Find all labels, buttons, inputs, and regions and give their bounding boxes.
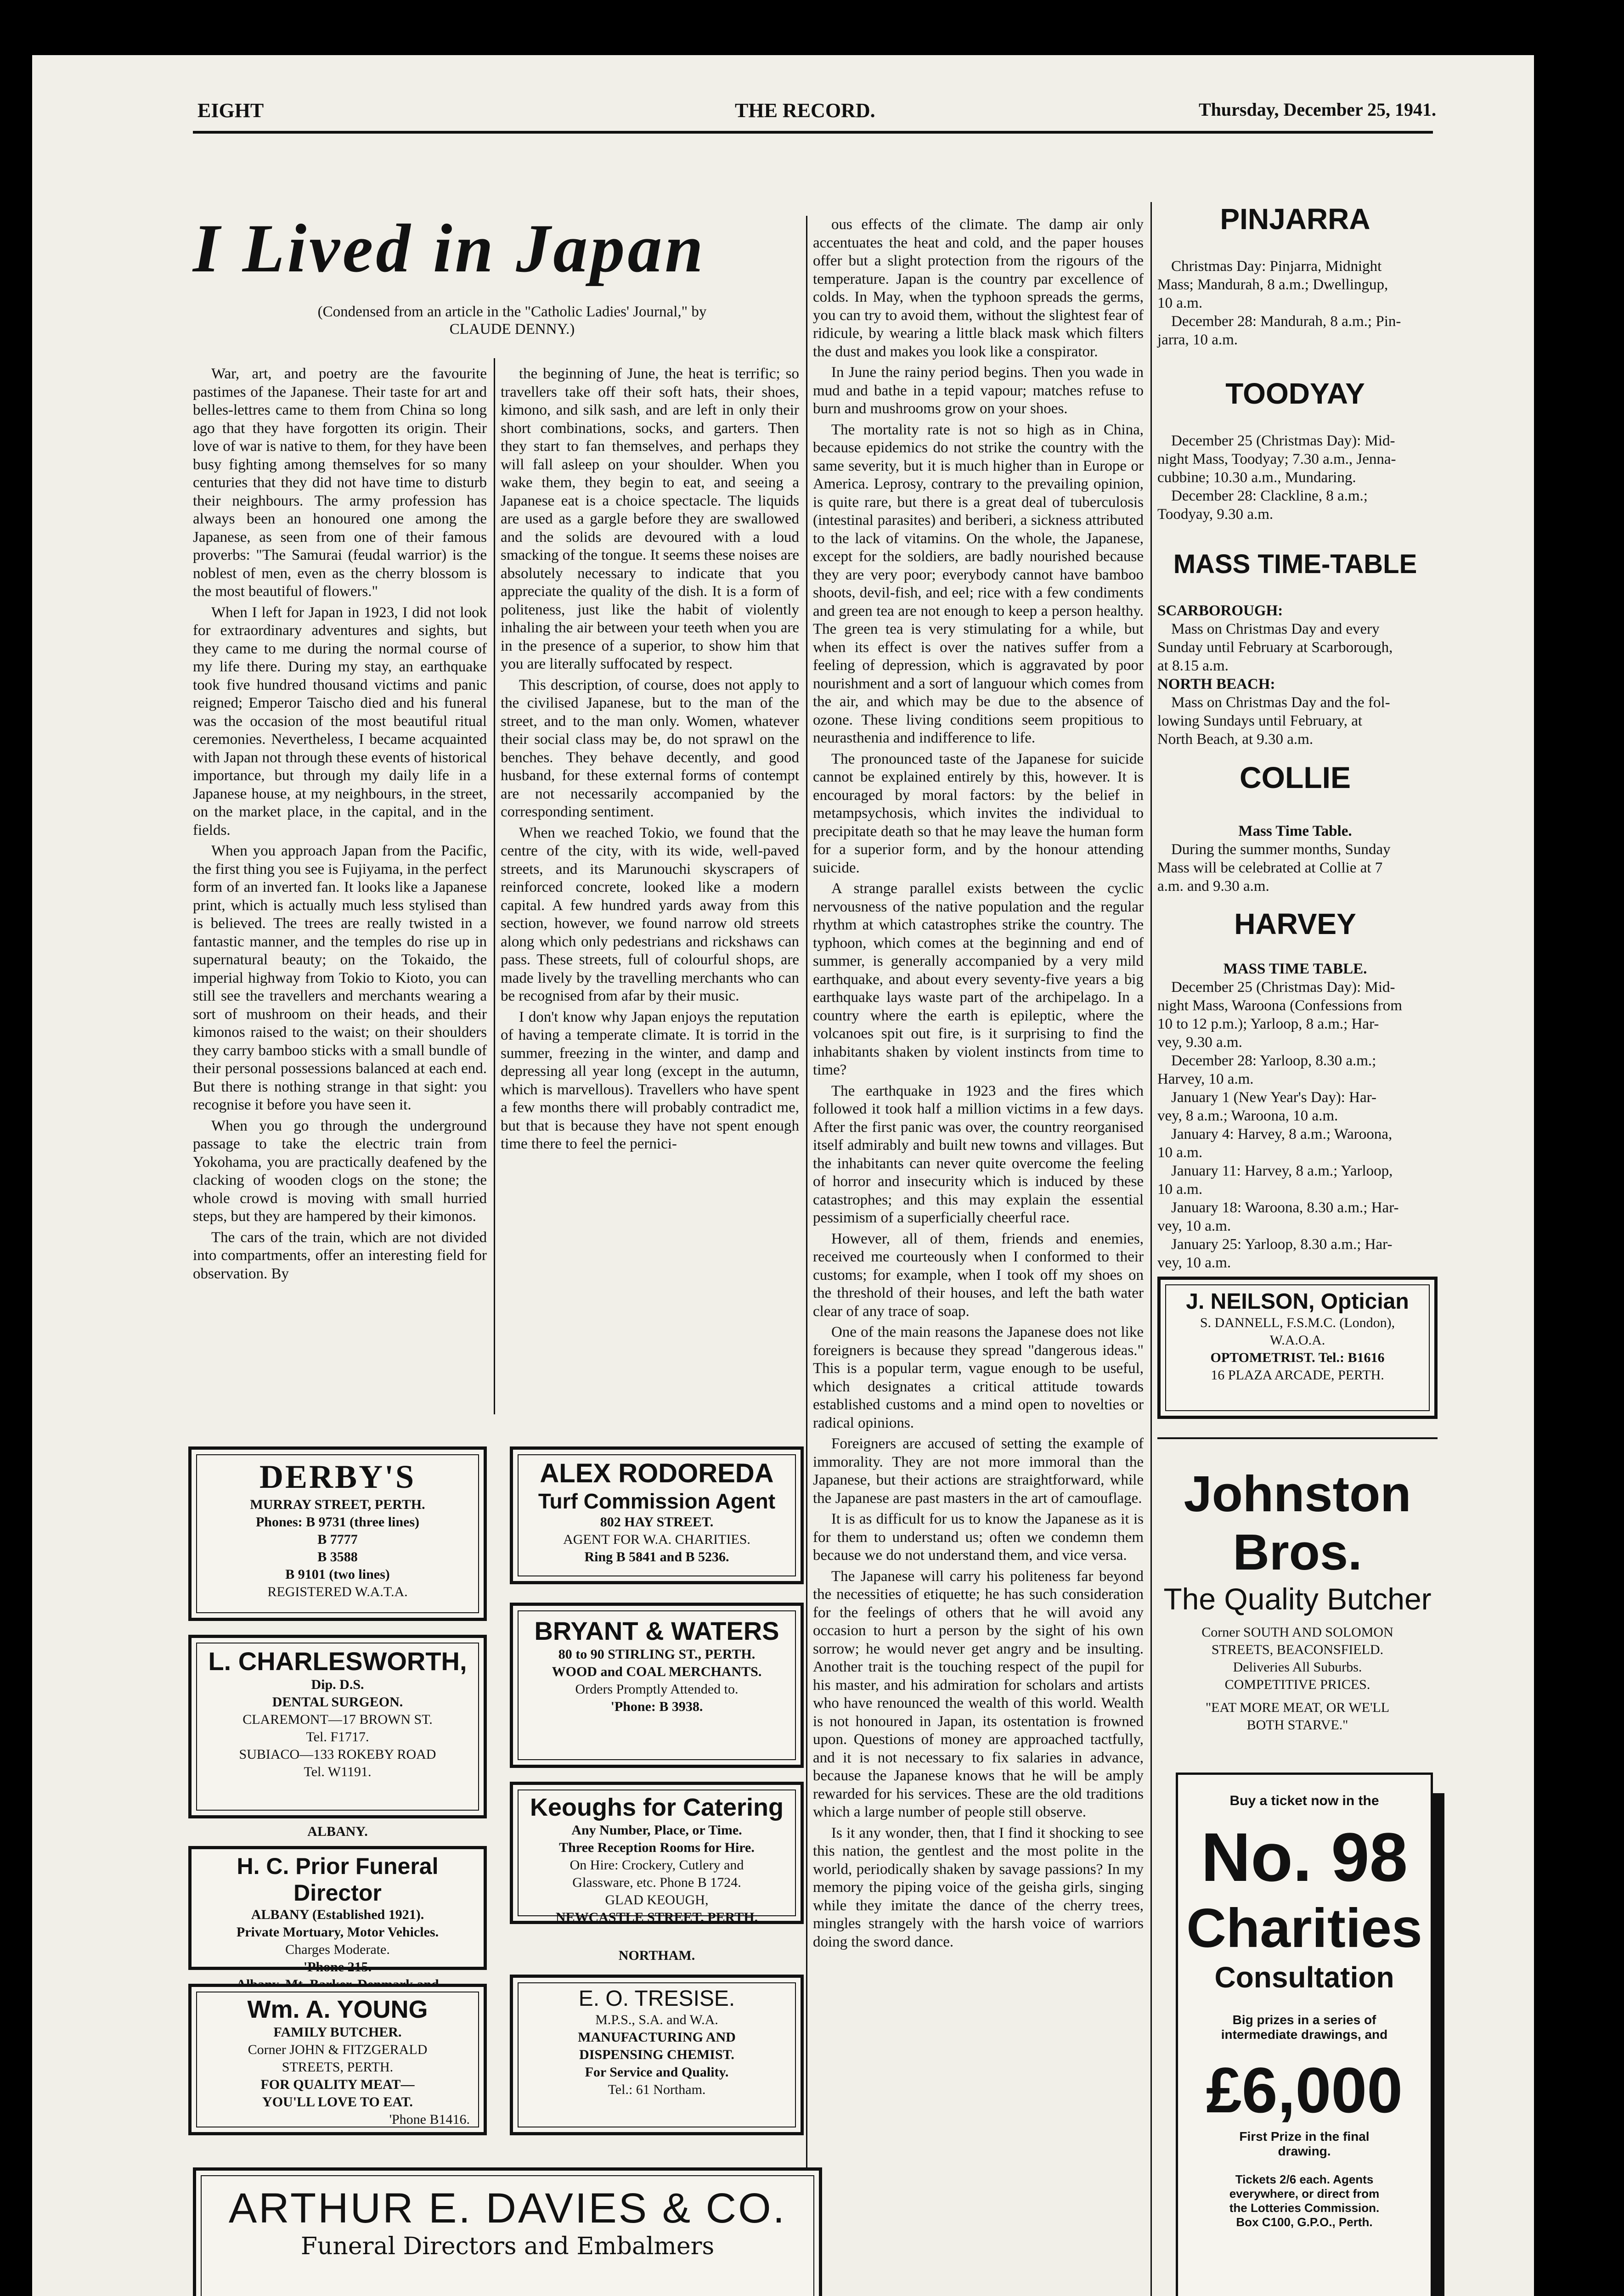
article-column-3 xyxy=(813,216,1144,2296)
ad-text: Private Mortuary, Motor Vehicles. xyxy=(236,1925,439,1940)
ad-text: B 3588 xyxy=(317,1549,358,1564)
page-number: EIGHT xyxy=(197,99,264,122)
mass-line: January 18: Waroona, 8.30 a.m.; Har- xyxy=(1171,1199,1399,1216)
mass-line: jarra, 10 a.m. xyxy=(1157,332,1238,348)
mass-subheading: MASS TIME TABLE. xyxy=(1223,961,1367,977)
mass-line: Christmas Day: Pinjarra, Midnight xyxy=(1171,258,1382,275)
ad-text: On Hire: Crockery, Cutlery and xyxy=(570,1857,744,1873)
mass-line: Mass on Christmas Day and the fol- xyxy=(1171,694,1390,711)
ad-text: Three Reception Rooms for Hire. xyxy=(559,1840,755,1855)
ad-text: Corner SOUTH AND SOLOMON xyxy=(1201,1625,1393,1640)
byline-line-1: (Condensed from an article in the "Catholic Ladies' Journal," by xyxy=(317,304,707,320)
ad-charities-prize: £6,000 xyxy=(1206,2054,1403,2126)
article-paragraph: Is it any wonder, then, that I find it shocking to see this nation, the gentlest and the most polite in the world, periodically shaken by savage passions? In my memory the piping voice of the geisha girls, singing while they imitate the dance of the cherry trees, mingles strangely with the harsh voice of warriors doing the sword dance. xyxy=(813,1824,1144,1950)
header-rule xyxy=(193,131,1433,134)
ad-text: OPTOMETRIST. Tel.: B1616 xyxy=(1210,1350,1385,1365)
mass-line: a.m. and 9.30 a.m. xyxy=(1157,878,1269,895)
ad-text: 'Phone 215. xyxy=(303,1959,372,1975)
ad-davies-name: ARTHUR E. DAVIES & CO. xyxy=(228,2185,787,2232)
article-paragraph: I don't know why Japan enjoys the reputation of having a temperate climate. It is torrid in the summer, freezing in the winter, and damp and depressing all year long (except in the autumn, which is marvellous). Travellers who have spent a few months there will probably contradict me, but that is because they have not spent enough time there to feel the pernici- xyxy=(501,1008,799,1152)
mass-line: December 25 (Christmas Day): Mid- xyxy=(1171,979,1395,996)
heading-harvey: HARVEY xyxy=(1234,907,1356,940)
article-paragraph: A strange parallel exists between the cyclic nervousness of the native population and the regular rhythm at which catastrophes strike the country. The typhoon, which comes at the beginning and end of summer, is generally accompanied by a very mild earthquake, and about every seventy-five years a big earthquake lays waste part of the archipelago. In a country where the earth is epileptic, where the volcanoes spit out fire, is it surprising to find the inhabitants shaken by violent instincts from time to time? xyxy=(813,880,1144,1078)
ad-text: 16 PLAZA ARCADE, PERTH. xyxy=(1211,1367,1384,1383)
mass-line: North Beach, at 9.30 a.m. xyxy=(1157,731,1314,748)
ad-derbys xyxy=(188,1446,487,1621)
ad-charities-title: Charities xyxy=(1186,1897,1422,1959)
ad-shadow xyxy=(1431,1793,1444,2296)
article-paragraph: The mortality rate is not so high as in China, because epidemics do not strike the country with the same severity, but it is much higher than in Europe or America. Leprosy, contrary to the prevailing opinion, is quite rare, but there is a great deal of tuberculosis (intestinal parasites) and beriberi, a sickness attributed to the lack of vitamins. On the whole, the Japanese, except for the soldiers, are badly nourished because they are very poor; everybody cannot have bamboo shoots, devil-fish, and eel; rice with a few condiments and green tea are not enough to keep a person healthy. The green tea is very stimulating for a while, but when its effect is over the natives suffer from a feeling of depression, which is aggravated by poor nourishment and a sort of languour which comes from the air, and which may be due to the absence of ozone. These living conditions seem propitious to neurasthenia and indifference to life. xyxy=(813,421,1144,746)
ad-prior-name: H. C. Prior Funeral Director xyxy=(237,1853,439,1906)
mass-line: January 4: Harvey, 8 a.m.; Waroona, xyxy=(1171,1126,1393,1142)
ad-text: STREETS, PERTH. xyxy=(282,2060,394,2075)
toodyay-times xyxy=(1157,432,1433,523)
mass-line: 10 a.m. xyxy=(1157,1144,1203,1161)
ad-text: AGENT FOR W.A. CHARITIES. xyxy=(563,1532,750,1547)
ad-text: 'Phone B1416. xyxy=(389,2112,470,2127)
ad-text: FAMILY BUTCHER. xyxy=(273,2025,402,2040)
mass-line: vey, 10 a.m. xyxy=(1157,1255,1231,1271)
ad-text: Buy a ticket now in the xyxy=(1229,1793,1379,1808)
mass-line: 10 to 12 p.m.); Yarloop, 8 a.m.; Har- xyxy=(1157,1016,1379,1032)
article-column-1 xyxy=(193,365,487,1412)
issue-date: Thursday, December 25, 1941. xyxy=(1199,99,1437,120)
ad-text: Ring B 5841 and B 5236. xyxy=(584,1549,729,1564)
article-paragraph: One of the main reasons the Japanese does not like foreigners is because they spread "dangerous ideas." This is a popular term, vague enough to be useful, which designates a critical attitude towards established customs and a mind open to novelties or radical opinions. xyxy=(813,1324,1144,1431)
article-paragraph: War, art, and poetry are the favourite pastimes of the Japanese. Their taste for art and belles-lettres came to them from China so long ago that they have forgotten its origin. Their love of war is native to them, for they have been busy fighting among themselves for so many centuries that they did not have time to disturb their neighbours. The army profession has always been an honoured one among the Japanese, as seen from one of their famous proverbs: "The Samurai (feudal warrior) is the noblest of men, even as the cherry blossom is the most beautiful of flowers." xyxy=(193,366,487,600)
mass-line: 10 a.m. xyxy=(1157,1181,1203,1198)
ad-text: Big prizes in a series of xyxy=(1232,2013,1376,2027)
ad-text: Box C100, G.P.O., Perth. xyxy=(1236,2215,1373,2229)
ad-text: FOR QUALITY MEAT— xyxy=(260,2077,415,2092)
article-title: I Lived in Japan xyxy=(193,210,706,287)
mass-line: 10 a.m. xyxy=(1157,295,1203,311)
ad-text: intermediate drawings, and xyxy=(1221,2027,1388,2042)
ad-text: SUBIACO—133 ROKEBY ROAD xyxy=(239,1747,436,1762)
mass-line: December 28: Yarloop, 8.30 a.m.; xyxy=(1171,1052,1376,1069)
heading-pinjarra: PINJARRA xyxy=(1220,203,1370,236)
ad-tresise-name: E. O. TRESISE. xyxy=(578,1986,735,2011)
ad-bryant-waters xyxy=(510,1603,804,1768)
article-paragraph: In June the rainy period begins. Then you wade in mud and bathe in a tepid vapour; matches refuse to burn and mushrooms grow on your shoes. xyxy=(813,364,1144,417)
heading-collie: COLLIE xyxy=(1240,760,1351,794)
ad-young-butcher xyxy=(188,1984,487,2135)
ad-text: S. DANNELL, F.S.M.C. (London), xyxy=(1200,1315,1395,1330)
ad-text: DENTAL SURGEON. xyxy=(272,1694,403,1710)
ad-tresise xyxy=(510,1975,804,2135)
ad-text: Glassware, etc. Phone B 1724. xyxy=(572,1875,741,1890)
ad-text: B 7777 xyxy=(317,1532,358,1547)
ad-charities-number: No. 98 xyxy=(1201,1818,1408,1896)
ad-text: MANUFACTURING AND xyxy=(578,2030,736,2045)
heading-toodyay: TOODYAY xyxy=(1225,377,1365,410)
ad-text: WOOD and COAL MERCHANTS. xyxy=(552,1664,762,1679)
mass-subheading: Mass Time Table. xyxy=(1238,823,1352,839)
article-paragraph: The Japanese will carry his politeness far beyond the necessities of etiquette; he has such consideration for the feelings of others that he will avoid any occasion to hurt a person by the sight of his own sorrow; he would never get angry and be insulting. Another trait is the touching respect of the pupil for his master, and his admiration for scholars and artists who have renounced the wealth of this world. Wealth is not honoured in Japan, its ostentation is frowned upon. Questions of money are approached tactfully, and it is not necessary to fix salaries in advance, because the Japanese knows that he will be amply rewarded for his services. These are the old traditions which a large number of people still observe. xyxy=(813,1568,1144,1820)
ad-text: DISPENSING CHEMIST. xyxy=(579,2047,734,2062)
pinjarra-times xyxy=(1157,257,1433,349)
article-paragraph: ous effects of the climate. The damp air only accentuates the heat and cold, and the paper houses offer but a slight protection from the rigours of the temperature. Japan is the country par excellence of colds. In May, when the typhoon spreads the germs, you can try to avoid them, without the slightest fear of ridicule, by wearing a little black mask which filters the dust and makes you look like a conspirator. xyxy=(813,216,1144,360)
mass-line: cubbine; 10.30 a.m., Mundaring. xyxy=(1157,469,1356,486)
article-column-2 xyxy=(501,365,799,1412)
ad-text: Dip. D.S. xyxy=(311,1677,364,1692)
ad-johnston-name: Johnston Bros. xyxy=(1184,1466,1411,1581)
mass-line: January 11: Harvey, 8 a.m.; Yarloop, xyxy=(1171,1163,1393,1179)
ad-charlesworth xyxy=(188,1635,487,1818)
ad-charities-subtitle: Consultation xyxy=(1214,1961,1394,1994)
ad-text: BOTH STARVE." xyxy=(1246,1717,1348,1733)
ad-text: Phones: B 9731 (three lines) xyxy=(255,1514,420,1530)
ad-text: 80 to 90 STIRLING ST., PERTH. xyxy=(558,1647,756,1662)
ad-text: Tickets 2/6 each. Agents xyxy=(1235,2172,1374,2186)
ad-text: drawing. xyxy=(1278,2144,1331,2158)
ad-rodoreda-name: ALEX RODOREDA xyxy=(540,1458,774,1488)
mass-line: January 1 (New Year's Day): Har- xyxy=(1171,1089,1376,1106)
article-paragraph: This description, of course, does not apply to the civilised Japanese, but to the man of the street, and to the man only. Women, whatever their social class may be, do not sprawl on the benches. They behave decently, and good husband, for these external forms of contempt are not necessarily accompanied by the corresponding sentiment. xyxy=(501,676,799,820)
mass-line: December 28: Mandurah, 8 a.m.; Pin- xyxy=(1171,313,1401,330)
mass-line: Mass; Mandurah, 8 a.m.; Dwellingup, xyxy=(1157,276,1388,293)
ad-arthur-davies xyxy=(193,2167,822,2296)
ad-text: Orders Promptly Attended to. xyxy=(575,1682,739,1697)
ad-text: First Prize in the final xyxy=(1239,2129,1370,2144)
column-rule xyxy=(1150,202,1152,2296)
ad-text: Corner JOHN & FITZGERALD xyxy=(248,2042,428,2057)
ad-text: 'Phone: B 3938. xyxy=(610,1699,703,1714)
ad-text: ALBANY (Established 1921). xyxy=(251,1907,424,1922)
mass-line: vey, 10 a.m. xyxy=(1157,1218,1231,1234)
mass-line: at 8.15 a.m. xyxy=(1157,658,1229,674)
ad-text: Any Number, Place, or Time. xyxy=(571,1823,742,1838)
column-rule xyxy=(494,358,495,1414)
section-label-albany: ALBANY. xyxy=(307,1824,368,1839)
mass-line: vey, 8 a.m.; Waroona, 10 a.m. xyxy=(1157,1108,1338,1124)
ad-keoughs-name: Keoughs for Catering xyxy=(530,1794,784,1821)
ad-text: STREETS, BEACONSFIELD. xyxy=(1211,1642,1384,1657)
ad-text: COMPETITIVE PRICES. xyxy=(1224,1677,1370,1692)
article-paragraph: When you approach Japan from the Pacific, the first thing you see is Fujiyama, in the perfect form of an inverted fan. It looks like a Japanese print, which is actually much less stylised than is believed. The trees are really twisted in a fantastic manner, and the temples do rise up in supernatural beauty; on the Tokaido, the imperial highway from Tokio to Kioto, you can still see the travellers and merchants wearing a sort of mushroom on their heads, and their kimonos raised to the waist; on their shoulders they carry bamboo sticks with a small bundle of their personal possessions balanced at each end. But there is nothing strange in that sight: you recognise it before you have seen it. xyxy=(193,843,487,1113)
mass-line: vey, 9.30 a.m. xyxy=(1157,1034,1242,1051)
divider xyxy=(1157,1437,1438,1439)
article-paragraph: The pronounced taste of the Japanese for suicide cannot be explained entirely by this, however. It is encouraged by moral factors: by the belief in metampsychosis, which invites the individual to precipitate death so that he may leave the human form for a superior form, and by the honour attending suicide. xyxy=(813,750,1144,876)
ad-charlesworth-name: L. CHARLESWORTH, xyxy=(208,1647,467,1676)
mass-subheading: NORTH BEACH: xyxy=(1157,676,1275,692)
ad-charities-consultation xyxy=(1176,1773,1433,2296)
ad-davies-subtitle: Funeral Directors and Embalmers xyxy=(300,2233,715,2260)
ad-neilson-name: J. NEILSON, Optician xyxy=(1186,1289,1409,1314)
mass-subheading: SCARBOROUGH: xyxy=(1157,602,1283,619)
ad-text: Tel. F1717. xyxy=(306,1729,369,1745)
ad-text: Charges Moderate. xyxy=(285,1942,390,1957)
ad-text: W.A.O.A. xyxy=(1269,1333,1325,1348)
column-rule xyxy=(806,216,807,2296)
ad-text: YOU'LL LOVE TO EAT. xyxy=(262,2094,413,2110)
mass-line: Harvey, 10 a.m. xyxy=(1157,1071,1254,1087)
article-paragraph: the beginning of June, the heat is terrific; so travellers take off their soft hats, their shoes, kimono, and silk sash, and are left in only their short combinations, socks, and garters. Then they start to fan themselves, and perhaps they will fall asleep on your shoulder. When you wake them, they begin to eat, and seeing a Japanese eat is a choice spectacle. The liquids are used as a gargle before they are swallowed and the solids are devoured with a loud smacking of the tongue. It seems these noises are absolutely necessary to indicate that you appreciate the quality of the dish. It is a form of politeness, just like the habit of violently inhaling the air between your teeth when you are in the presence of a superior, to show him that you are literally suffocated by respect. xyxy=(501,366,799,672)
article-byline xyxy=(248,303,776,338)
mass-line: lowing Sundays until February, at xyxy=(1157,713,1363,729)
ad-text: everywhere, or direct from xyxy=(1229,2187,1380,2200)
harvey-times xyxy=(1157,960,1433,1272)
ad-prior-funeral xyxy=(188,1846,487,1975)
ad-keoughs xyxy=(510,1782,804,1924)
ad-text: Tel.: 61 Northam. xyxy=(608,2082,706,2097)
article-paragraph: The cars of the train, which are not divided into compartments, offer an interesting field for observation. By xyxy=(193,1229,487,1282)
article-paragraph: Foreigners are accused of setting the example of immorality. They are not more immoral than the Japanese, but their actions are straightforward, while the Japanese are past masters in the art of camouflage. xyxy=(813,1435,1144,1507)
mass-line: Toodyay, 9.30 a.m. xyxy=(1157,506,1274,523)
mass-line: Mass on Christmas Day and every xyxy=(1171,621,1380,637)
ad-text: For Service and Quality. xyxy=(585,2065,729,2080)
ad-text: 802 HAY STREET. xyxy=(600,1514,714,1530)
byline-author: CLAUDE DENNY.) xyxy=(449,321,575,338)
ad-text: the Lotteries Commission. xyxy=(1229,2201,1380,2215)
mass-line: night Mass, Waroona (Confessions from xyxy=(1157,997,1402,1014)
ad-text: Deliveries All Suburbs. xyxy=(1233,1660,1362,1675)
ad-rodoreda xyxy=(510,1446,804,1584)
article-paragraph: When you go through the underground passage to take the electric train from Yokohama, you are practically deafened by the clacking of wooden clogs on the stone; the whole crowd is moving with small hurried steps, but they are hampered by their kimonos. xyxy=(193,1117,487,1225)
section-label-northam: NORTHAM. xyxy=(618,1948,695,1963)
ad-text: MURRAY STREET, PERTH. xyxy=(250,1497,425,1512)
ad-derbys-name: DERBY'S xyxy=(259,1458,416,1495)
ad-johnston-tagline: The Quality Butcher xyxy=(1163,1582,1432,1616)
ad-bryant-name: BRYANT & WATERS xyxy=(534,1616,779,1645)
mass-line: Sunday until February at Scarborough, xyxy=(1157,639,1393,656)
mass-line: Mass will be celebrated at Collie at 7 xyxy=(1157,860,1383,876)
ad-text: GLAD KEOUGH, xyxy=(605,1892,709,1908)
mass-line: During the summer months, Sunday xyxy=(1171,841,1391,858)
article-paragraph: When we reached Tokio, we found that the centre of the city, with its wide, well-paved streets, and its Marunouchi skyscrapers of reinforced concrete, looked like a modern capital. A few hundred yards away from this section, however, we found narrow old streets along which only pedestrians and rickshaws can pass. These streets, full of colourful shops, are made lively by the travelling merchants who can be recognised from afar by their music. xyxy=(501,824,799,1004)
ad-text: B 9101 (two lines) xyxy=(285,1567,390,1582)
paper-name: THE RECORD. xyxy=(735,99,875,122)
mass-line: night Mass, Toodyay; 7.30 a.m., Jenna- xyxy=(1157,451,1396,467)
ad-text: "EAT MORE MEAT, OR WE'LL xyxy=(1205,1700,1390,1715)
mass-line: December 28: Clackline, 8 a.m.; xyxy=(1171,488,1368,504)
article-paragraph: However, all of them, friends and enemies, received me courteously when I conformed to their customs; for example, when I took off my shoes on the threshold of their houses, and left the bath water clear of any trace of soap. xyxy=(813,1230,1144,1320)
collie-times xyxy=(1157,822,1433,895)
ad-johnston-bros xyxy=(1157,1465,1438,1734)
article-paragraph: It is as difficult for us to know the Japanese as it is for them to understand us; often we condemn them because we do not understand them, and vice versa. xyxy=(813,1511,1144,1564)
ad-text: Turf Commission Agent xyxy=(538,1489,776,1513)
heading-mass-timetable: MASS TIME-TABLE xyxy=(1173,549,1417,579)
ad-text: NEWCASTLE STREET, PERTH. xyxy=(555,1910,758,1925)
ad-text: CLAREMONT—17 BROWN ST. xyxy=(242,1712,433,1727)
mass-line: December 25 (Christmas Day): Mid- xyxy=(1171,433,1395,449)
ad-young-name: Wm. A. YOUNG xyxy=(247,1996,428,2023)
ad-text: M.P.S., S.A. and W.A. xyxy=(595,2012,718,2027)
ad-text: Tel. W1191. xyxy=(304,1764,372,1779)
ad-text: REGISTERED W.A.T.A. xyxy=(267,1584,408,1599)
ad-neilson-optician xyxy=(1157,1277,1438,1419)
scarborough-times xyxy=(1157,602,1433,748)
article-paragraph: The earthquake in 1923 and the fires which followed it took half a million victims in a few days. After the first panic was over, the country reorganised itself admirably and built new towns and villages. But the inhabitants can never quite overcome the feeling of horror and insecurity which is induced by these catastrophes; and this may explain the essential pessimism of a superficially cheerful race. xyxy=(813,1082,1144,1226)
mass-line: January 25: Yarloop, 8.30 a.m.; Har- xyxy=(1171,1236,1393,1253)
article-paragraph: When I left for Japan in 1923, I did not look for extraordinary adventures and sights, but they came to me during the normal course of my life there. During my stay, an earthquake took five hundred thousand victims and panic reigned; Emperor Taischo died and his funeral was the occasion of the most beautiful ritual ceremonies. Nevertheless, I became acquainted with Japan not through these events of historical importance, but through my daily life in a Japanese house, at my neighbours, in the street, on the market place, in the capital, and in the fields. xyxy=(193,604,487,838)
